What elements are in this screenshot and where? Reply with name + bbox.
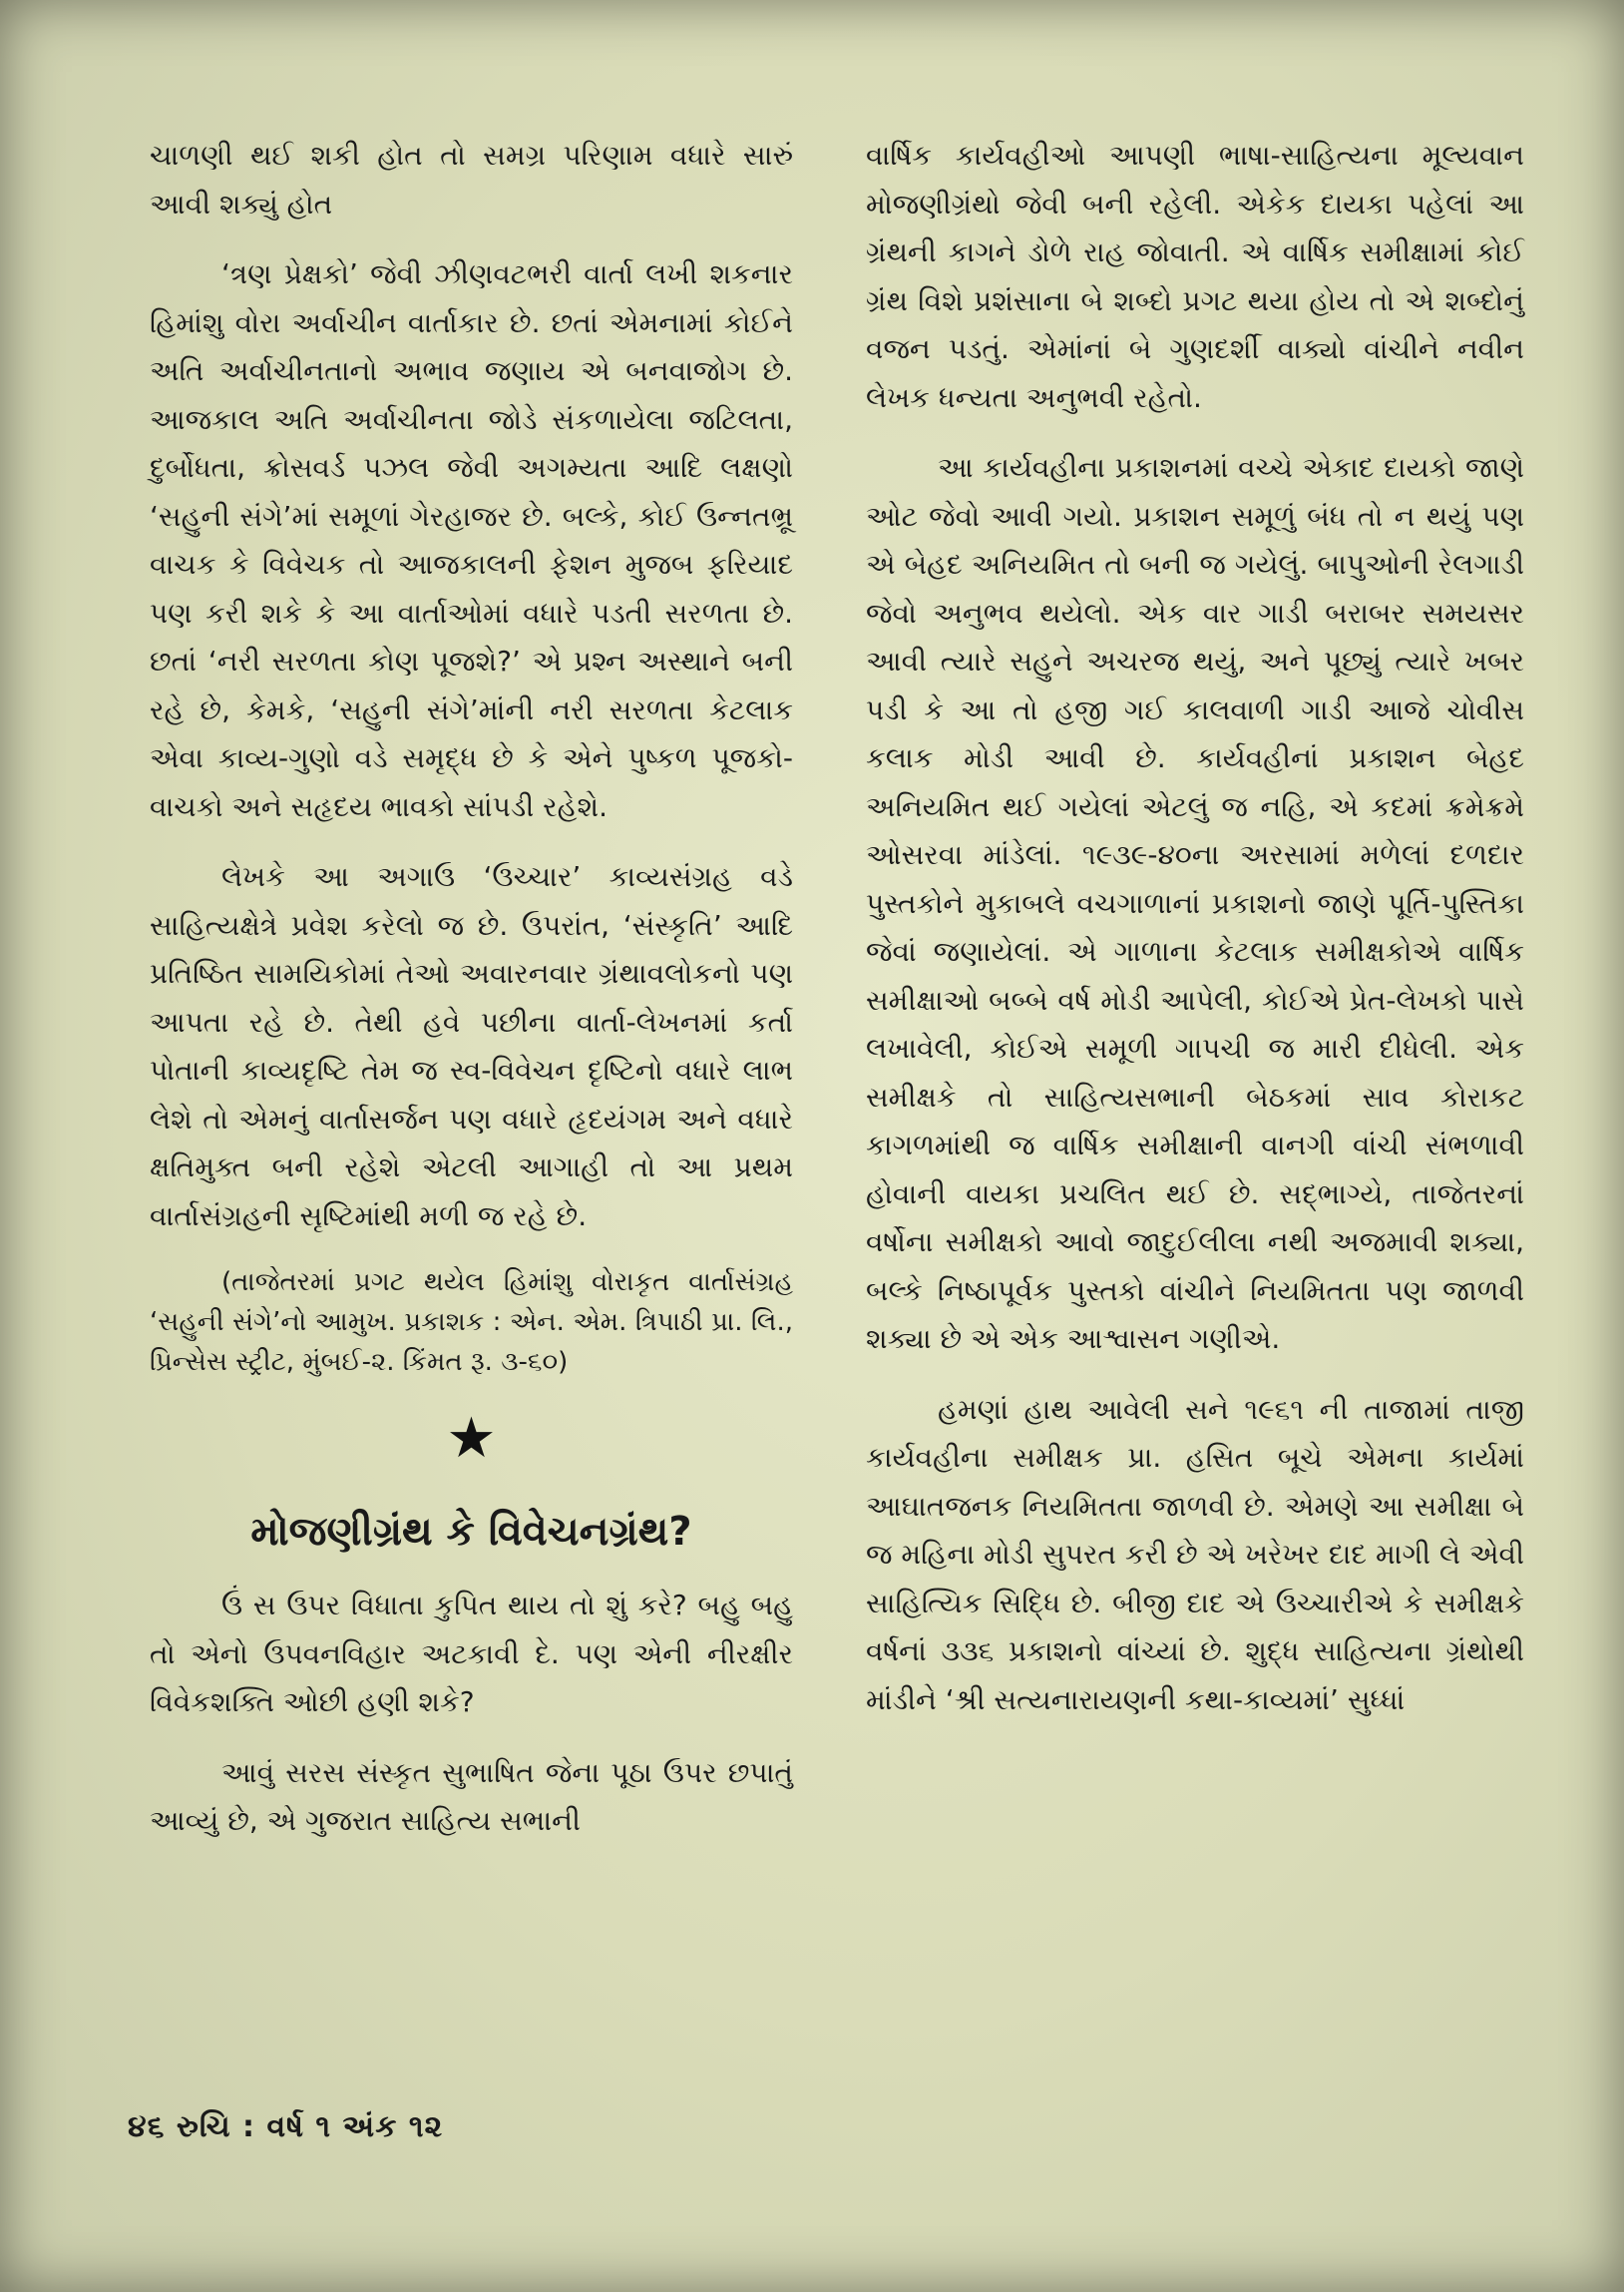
- paragraph: વાર્ષિક કાર્યવહીઓ આપણી ભાષા-સાહિત્યના મૂલ્યવાન મોજણીગ્રંથો જેવી બની રહેલી. એકેક દાયકા પહેલાં આ ગ્રંથની કાગને ડોળે રાહ જોવાતી. એ વાર્ષિક સમીક્ષામાં કોઈ ગ્રંથ વિશે પ્રશંસાના બે શબ્દો પ્રગટ થયા હોય તો એ શબ્દોનું વજન પડતું. એમાંનાં બે ગુણદર્શી વાક્યો વાંચીને નવીન લેખક ધન્યતા અનુભવી રહેતો.: [866, 139, 1524, 414]
- paragraph: આ કાર્યવહીના પ્રકાશનમાં વચ્ચે એકાદ દાયકો જાણે ઓટ જેવો આવી ગયો. પ્રકાશન સમૂળું બંધ તો ન થયું પણ એ બેહદ અનિયમિત તો બની જ ગયેલું. બાપુઓની રેલગાડી જેવો અનુભવ થયેલો. એક વાર ગાડી બરાબર સમયસર આવી ત્યારે સહુને અચરજ થયું, અને પૂછ્યું ત્યારે ખબર પડી કે આ તો હજી ગઈ કાલવાળી ગાડી આજે ચોવીસ કલાક મોડી આવી છે. કાર્યવહીનાં પ્રકાશન બેહદ અનિયમિત થઈ ગયેલાં એટલું જ નહિ, એ કદમાં ક્રમેક્રમે ઓસરવા માંડેલાં. ૧૯૩૯-૪૦ના અરસામાં મળેલાં દળદાર પુસ્તકોને મુકાબલે વચગાળાનાં પ્રકાશનો જાણે પૂર્તિ-પુસ્તિકા જેવાં જણાયેલાં. એ ગાળાના કેટલાક સમીક્ષકોએ વાર્ષિક સમીક્ષાઓ બબ્બે વર્ષ મોડી આપેલી, કોઈએ પ્રેત-લેખકો પાસે લખાવેલી, કોઈએ સમૂળી ગાપચી જ મારી દીધેલી. એક સમીક્ષકે તો સાહિત્યસભાની બેઠકમાં સાવ કોરાકટ કાગળમાંથી જ વાર્ષિક સમીક્ષાની વાનગી વાંચી સંભળાવી હોવાની વાયકા પ્રચલિત થઈ છે. સદ્‌ભાગ્યે, તાજેતરનાં વર્ષોના સમીક્ષકો આવો જાદુઈલીલા નથી અજમાવી શક્યા, બલ્કે નિષ્ઠાપૂર્વક પુસ્તકો વાંચીને નિયમિતતા પણ જાળવી શક્યા છે એ એક આશ્વાસન ગણીએ.: [866, 451, 1524, 1355]
- right-column: [866, 132, 1524, 1746]
- paragraph: હમણાં હાથ આવેલી સને ૧૯૬૧ ની તાજામાં તાજી કાર્યવહીના સમીક્ષક પ્રા. હસિત બૂચે એમના કાર્યમાં આઘાતજનક નિયમિતતા જાળવી છે. એમણે આ સમીક્ષા બે જ મહિના મોડી સુપરત કરી છે એ ખરેખર દાદ માગી લે એવી સાહિત્યિક સિદ્ધિ છે. બીજી દાદ એ ઉચ્ચારીએ કે સમીક્ષકે વર્ષનાં ૩૩૬ પ્રકાશનો વાંચ્યાં છે. શુદ્ધ સાહિત્યના ગ્રંથોથી માંડીને ‘શ્રી સત્યનારાયણની કથા-કાવ્યમાં’ સુધ્ધાં: [866, 1392, 1524, 1716]
- paragraph: લેખકે આ અગાઉ ‘ઉચ્ચાર’ કાવ્યસંગ્રહ વડે સાહિત્યક્ષેત્રે પ્રવેશ કરેલો જ છે. ઉપરાંત, ‘સંસ્કૃતિ’ આદિ પ્રતિષ્ઠિત સામયિકોમાં તેઓ અવારનવાર ગ્રંથાવલોકનો પણ આપતા રહે છે. તેથી હવે પછીના વાર્તા-લેખનમાં કર્તા પોતાની કાવ્યદૃષ્ટિ તેમ જ સ્વ-વિવેચન દૃષ્ટિનો વધારે લાભ લેશે તો એમનું વાર્તાસર્જન પણ વધારે હૃદયંગમ અને વધારે ક્ષતિમુક્ત બની રહેશે એટલી આગાહી તો આ પ્રથમ વાર્તાસંગ્રહની સૃષ્ટિમાંથી મળી જ રહે છે.: [150, 860, 793, 1232]
- paragraph: ઉં સ ઉપર વિધાતા કુપિત થાય તો શું કરે? બહુ બહુ તો એનો ઉપવનવિહાર અટકાવી દે. પણ એની નીરક્ષીર વિવેકશક્તિ ઓછી હણી શકે?: [150, 1589, 793, 1718]
- paragraph: ‘ત્રણ પ્રેક્ષકો’ જેવી ઝીણવટભરી વાર્તા લખી શકનાર હિમાંશુ વોરા અર્વાચીન વાર્તાકાર છે. છતાં એમનામાં કોઈને અતિ અર્વાચીનતાનો અભાવ જણાય એ બનવાજોગ છે. આજકાલ અતિ અર્વાચીનતા જોડે સંકળાયેલા જટિલતા, દુર્બોધતા, ક્રોસવર્ડ પઝલ જેવી અગમ્યતા આદિ લક્ષણો ‘સહુની સંગે’માં સમૂળાં ગેરહાજર છે. બલ્કે, કોઈ ઉન્નતભ્રૂ વાચક કે વિવેચક તો આજકાલની ફેશન મુજબ ફરિયાદ પણ કરી શકે કે આ વાર્તાઓમાં વધારે પડતી સરળતા છે. છતાં ‘નરી સરળતા કોણ પૂજશે?’ એ પ્રશ્ન અસ્થાને બની રહે છે, કેમકે, ‘સહુની સંગે’માંની નરી સરળતા કેટલાક એવા કાવ્ય-ગુણો વડે સમૃદ્ધ છે કે એને પુષ્કળ પૂજકો-વાચકો અને સહૃદય ભાવકો સાંપડી રહેશે.: [150, 257, 793, 823]
- paragraph: ચાળણી થઈ શકી હોત તો સમગ્ર પરિણામ વધારે સારું આવી શક્યું હોત: [150, 139, 793, 221]
- paragraph: આવું સરસ સંસ્કૃત સુભાષિત જેના પૂઠા ઉપર છપાતું આવ્યું છે, એ ગુજરાત સાહિત્ય સભાની: [150, 1755, 793, 1837]
- left-column: [150, 132, 793, 1868]
- page-footer: ૪૬ રુચિ : વર્ષ ૧ અંક ૧૨: [128, 2109, 444, 2144]
- review-footnote: (તાજેતરમાં પ્રગટ થયેલ હિમાંશુ વોરાકૃત વાર્તાસંગ્રહ ‘સહુની સંગે’નો આમુખ. પ્રકાશક : એન. એમ. ત્રિપાઠી પ્રા. લિ., પ્રિન્સેસ સ્ટ્રીટ, મુંબઈ-૨. કિંમત રૂ. ૩-૬૦): [150, 1267, 793, 1377]
- article-heading: મોજણીગ્રંથ કે વિવેચનગ્રંથ?: [250, 1509, 692, 1555]
- star-divider-icon: ★: [446, 1406, 497, 1471]
